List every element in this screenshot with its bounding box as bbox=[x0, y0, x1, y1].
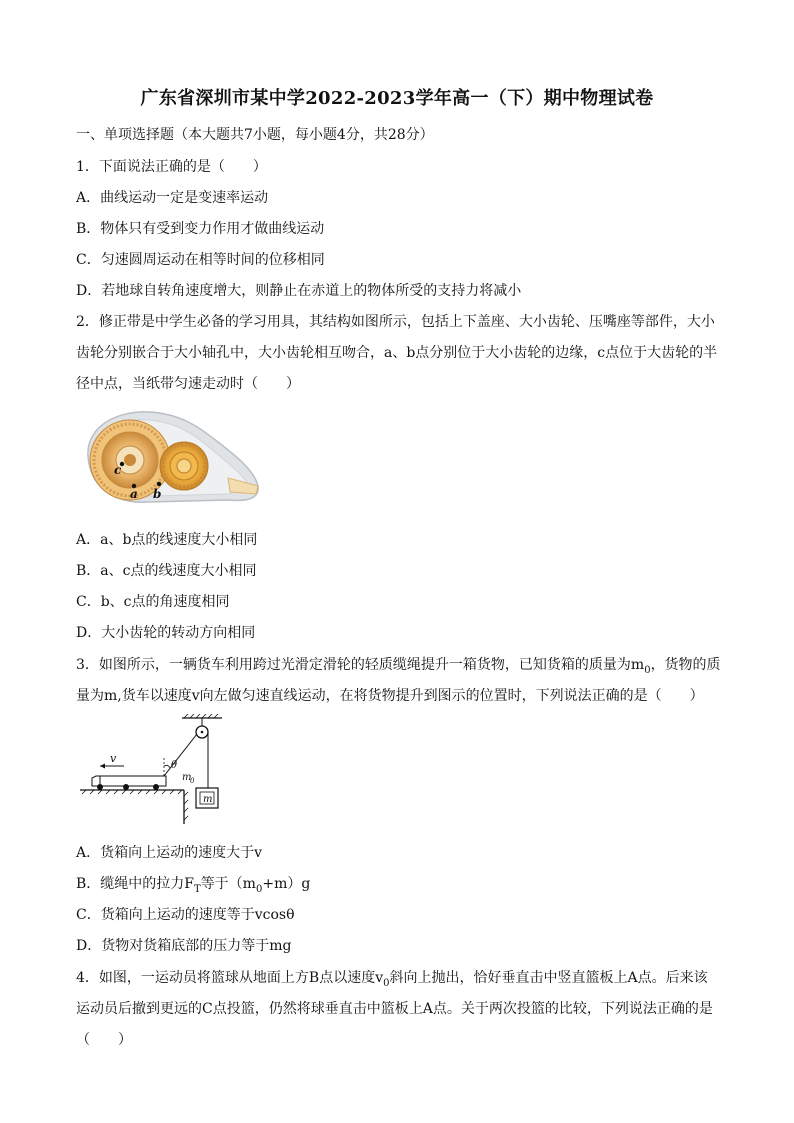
label-theta: θ bbox=[171, 760, 178, 771]
q3-option-b bbox=[76, 873, 310, 895]
correction-tape-figure bbox=[78, 408, 264, 510]
q3-option-b-sub-0: 0 bbox=[255, 883, 263, 895]
q3-option-b-sub-t: T bbox=[194, 883, 201, 895]
label-v: v bbox=[110, 752, 117, 765]
q3-stem-line-1 bbox=[76, 654, 721, 676]
q4-stem-line-1 bbox=[76, 967, 721, 989]
label-c: c bbox=[114, 463, 122, 477]
q2-stem-line-2: 齿轮分别嵌合于大小轴孔中，大小齿轮相互吻合，a、b点分别位于大小齿轮的边缘，c点位于大齿轮的半 bbox=[76, 345, 718, 361]
section-heading: 一、单项选择题（本大题共7小题，每小题4分，共28分） bbox=[76, 127, 434, 143]
q1-stem: 1．下面说法正确的是（ ） bbox=[76, 159, 267, 175]
q2-option-d: D．大小齿轮的转动方向相同 bbox=[76, 625, 256, 641]
q3-option-b-text-2: 等于（m bbox=[200, 876, 256, 892]
q2-stem-line-3: 径中点，当纸带匀速走动时（ ） bbox=[76, 376, 300, 392]
label-a: a bbox=[130, 487, 138, 501]
q2-option-b: B．a、c点的线速度大小相同 bbox=[76, 563, 257, 579]
q4-stem-line-3: （ ） bbox=[76, 1032, 132, 1048]
label-m: m bbox=[203, 794, 213, 805]
label-b: b bbox=[153, 487, 162, 501]
q4-stem-text-b: 斜向上抛出，恰好垂直击中竖直篮板上A点。后来该 bbox=[389, 970, 708, 986]
q3-stem-text-b: ，货物的质 bbox=[650, 657, 721, 673]
label-m0: m bbox=[182, 772, 192, 783]
q2-option-c: C．b、c点的角速度相同 bbox=[76, 594, 230, 610]
q4-stem-sub: 0 bbox=[383, 977, 390, 989]
q3-stem-sub: 0 bbox=[644, 664, 651, 676]
point-b bbox=[157, 482, 161, 486]
truck bbox=[92, 776, 166, 790]
page-title: 广东省深圳市某中学2022-2023学年高一（下）期中物理试卷 bbox=[140, 88, 654, 109]
q1-option-c: C．匀速圆周运动在相等时间的位移相同 bbox=[76, 252, 325, 268]
q3-option-b-text: B．缆绳中的拉力F bbox=[76, 876, 195, 892]
q3-option-b-text-3: +m）g bbox=[262, 876, 311, 892]
truck-pulley-figure bbox=[78, 714, 228, 826]
label-m0-sub: 0 bbox=[190, 777, 195, 785]
q2-option-a: A．a、b点的线速度大小相同 bbox=[76, 532, 258, 548]
q1-option-d: D．若地球自转角速度增大，则静止在赤道上的物体所受的支持力将减小 bbox=[76, 283, 522, 299]
q1-option-a: A．曲线运动一定是变速率运动 bbox=[76, 190, 269, 206]
q3-stem-text-a: 3．如图所示，一辆货车利用跨过光滑定滑轮的轻质缆绳提升一箱货物，已知货箱的质量为m bbox=[76, 657, 645, 673]
q1-option-b: B．物体只有受到变力作用才做曲线运动 bbox=[76, 221, 325, 237]
q3-option-a: A．货箱向上运动的速度大于v bbox=[76, 845, 263, 861]
q4-stem-line-2: 运动员后撤到更远的C点投篮，仍然将球垂直击中篮板上A点。关于两次投篮的比较，下列说法正确的是 bbox=[76, 1001, 713, 1017]
q2-stem-line-1: 2．修正带是中学生必备的学习用具，其结构如图所示，包括上下盖座、大小齿轮、压嘴座等部件，大小 bbox=[76, 314, 715, 330]
q3-option-c: C．货箱向上运动的速度等于vcosθ bbox=[76, 907, 295, 923]
q4-stem-text-a: 4．如图，一运动员将篮球从地面上方B点以速度v bbox=[76, 970, 384, 986]
q3-option-d: D．货物对货箱底部的压力等于mg bbox=[76, 938, 292, 954]
q3-stem-line-2: 量为m,货车以速度v向左做匀速直线运动，在将货物提升到图示的位置时，下列说法正确的是（ ） bbox=[76, 688, 704, 704]
